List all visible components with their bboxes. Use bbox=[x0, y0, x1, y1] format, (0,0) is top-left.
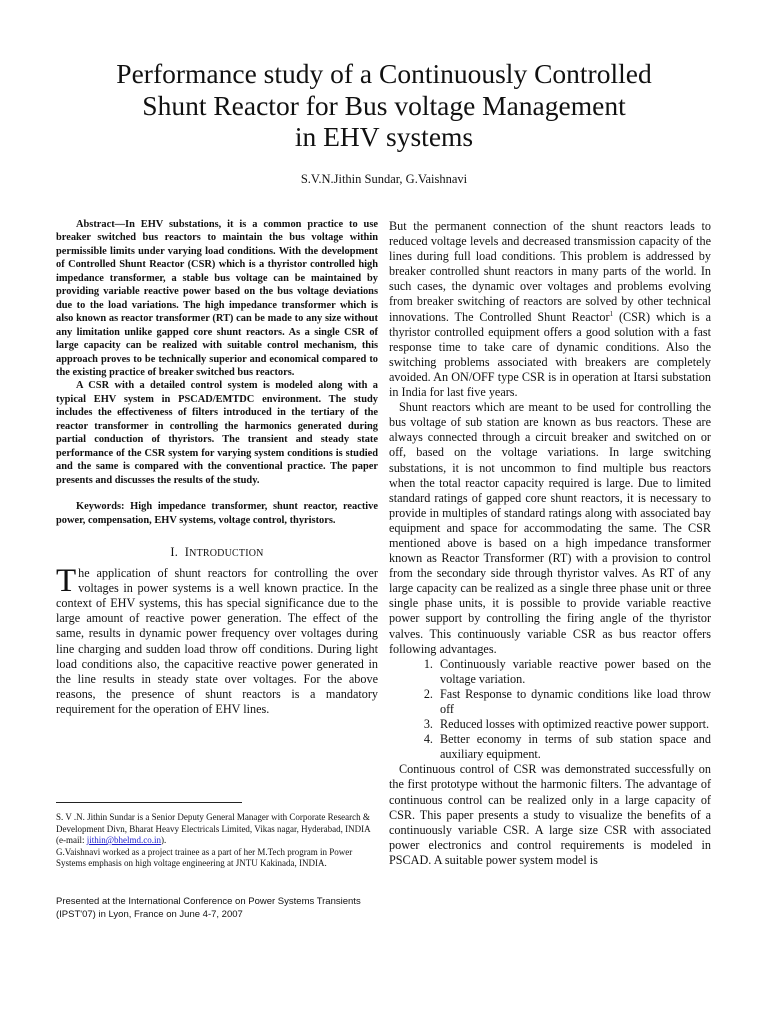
title-line-3: in EHV systems bbox=[294, 121, 474, 152]
footnote-author-1 bbox=[56, 812, 378, 847]
title-line-1: Performance study of a Continuously Controlled bbox=[116, 58, 652, 89]
right-paragraph-2: Shunt reactors which are meant to be used for controlling the bus voltage of sub station are known as bus reactors. These are always connected through a circuit breaker and switched on or off, based on the voltage variations. In large switching substations, it is not uncommon to find multiple bus reactors when the total reactor capacity required is large. Due to limited standard ratings of gapped core shunt reactors, it is necessary to provide in multiples of standard ratings along with associated bay equipment and space for accommodating the same. The CSR mentioned above is based on a high impedance transformer known as Reactor Transformer (RT) with a provision to control from the secondary side through thyristor valves. As RT of any large capacity can be realized as a single three phase unit or three single phase units, it is possible to provide variable reactive power support by controlling the firing angle of the thyristor valves. This continuously variable CSR as bus reactor offers following advantages. bbox=[389, 400, 711, 656]
advantages-list bbox=[389, 657, 711, 763]
right-paragraph-3: Continuous control of CSR was demonstrated successfully on the first prototype without the harmonic filters. The advantage of continuous control can be realized only in a large capacity of CSR. This paper presents a study to visualize the benefits of a continuously variable CSR. A large size CSR with associated power electronics and control requirements is modeled in PSCAD. A suitable power system model is bbox=[389, 762, 711, 867]
section-heading-introduction bbox=[56, 545, 378, 561]
right-column bbox=[389, 219, 711, 868]
footnote bbox=[56, 812, 378, 870]
footnote-marker: 1 bbox=[609, 309, 614, 318]
intro-text: he application of shunt reactors for controlling the over voltages in power systems is a well known practice. In the context of EHV systems, this has special significance due to the large amount of reactive power generation. The effect of the same, results in dynamic power frequency over voltages during line charging and sudden load throw off conditions. During light load conditions also, the capacitive reactive power generated in the line results in steady state over voltages. For the above reasons, the presence of shunt reactors is a mandatory requirement for the operation of EHV lines. bbox=[56, 566, 378, 716]
intro-paragraph bbox=[56, 563, 378, 717]
footnote-rule bbox=[56, 802, 242, 803]
paper-title bbox=[60, 58, 708, 153]
abstract bbox=[56, 218, 378, 487]
section-heading-rest: NTRODUCTION bbox=[189, 547, 264, 559]
right-paragraph-1a: But the permanent connection of the shunt reactors leads to reduced voltage levels and decreased transmission capacity of the lines during full load conditions. This problem is addressed by breaker controlled shunt reactors in many parts of the world. In such cases, the dynamic over voltages and problems evolving from breaker switching of reactors are solved by other technical innovations. The Controlled Shunt Reactor bbox=[389, 219, 711, 324]
list-item: 3. Reduced losses with optimized reactive power support. bbox=[436, 717, 711, 732]
footnote-author-1-text: S. V .N. Jithin Sundar is a Senior Deputy General Manager with Corporate Research & Development Divn, Bharat Heavy Electricals Limited, Vikas nagar, Hyderabad, INDIA (e-mail: bbox=[56, 812, 371, 845]
section-heading-initial: I bbox=[184, 544, 190, 559]
authors: S.V.N.Jithin Sundar, G.Vaishnavi bbox=[300, 172, 468, 186]
email-link[interactable]: jithin@bhelmd.co.in bbox=[86, 835, 162, 845]
title-line-2: Shunt Reactor for Bus voltage Management bbox=[142, 89, 626, 121]
list-item: 1. Continuously variable reactive power based on the voltage variation. bbox=[436, 657, 711, 687]
section-numeral: I. bbox=[170, 544, 179, 559]
list-item: 2. Fast Response to dynamic conditions like load throw off bbox=[436, 687, 711, 717]
drop-cap: T bbox=[56, 563, 77, 600]
footnote-author-2: G.Vaishnavi worked as a project trainee as a part of her M.Tech program in Power Systems emphasis on high voltage engineering at JNTU Kakinada, INDIA. bbox=[56, 846, 353, 868]
abstract-paragraph-1: Abstract—In EHV substations, it is a common practice to use breaker switched bus reactors to maintain the bus voltage within permissible limits under varying load conditions. With the development of Controlled Shunt Reactor (CSR) which is a thyristor controlled high impedance transformer, a stable bus voltage can be maintained by providing variable reactive power based on the bus voltage deviations due to the load variations. The high impedance transformer which is also known as reactor transformer (RT) can be made to any size without any limitation unlike gapped core shunt reactors. As a single CSR of large capacity can be realized with suitable control mechanism, this approach proves to be technically superior and economical compared to the existing practice of breaker switched bus reactors. bbox=[56, 219, 378, 378]
abstract-paragraph-2: A CSR with a detailed control system is modeled along with a typical EHV system in PSCAD/EMTDC environment. The study includes the effectiveness of filters introduced in the tertiary of the reactor transformer in controlling the harmonics generated during partial conduction of thyristors. The transient and steady state performance of the CSR system for varying system conditions is studied and the same is compared with the conventional practice. The paper presents and discusses the results of the study. bbox=[56, 380, 378, 486]
conference-note: Presented at the International Conference on Power Systems Transients (IPST'07) in Lyon, France on June 4-7, 2007 bbox=[56, 896, 361, 920]
footnote-author-1-end: ). bbox=[161, 835, 167, 845]
left-column bbox=[56, 218, 378, 717]
right-paragraph-1 bbox=[389, 219, 711, 400]
keywords: Keywords: High impedance transformer, shunt reactor, reactive power, compensation, EHV systems, voltage control, thyristors. bbox=[56, 501, 378, 526]
list-item: 4. Better economy in terms of sub station space and auxiliary equipment. bbox=[436, 732, 711, 762]
right-paragraph-1b: (CSR) which is a thyristor controlled equipment offers a good solution with a fast response time to take care of dynamic conditions. Also the switching problems associated with breakers are completely avoided. An ON/OFF type CSR is in operation at Itarsi substation in India for last five years. bbox=[389, 309, 711, 400]
